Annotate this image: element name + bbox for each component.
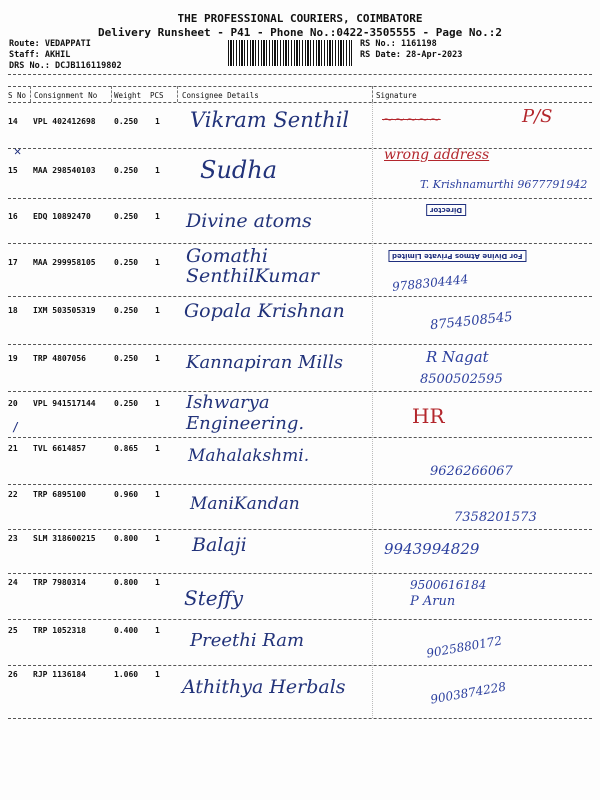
row-sno: 21	[8, 444, 18, 453]
rs-date: RS Date: 28-Apr-2023	[360, 50, 463, 60]
signature-phone: 9500616184	[410, 578, 487, 592]
row-consignment-no: EDQ 10892470	[33, 212, 91, 221]
tick-mark-icon: ✕	[14, 144, 22, 158]
consignee-name: ManiKandan	[190, 494, 300, 514]
column-separator	[177, 86, 178, 102]
row-divider	[8, 718, 592, 719]
row-divider	[8, 665, 592, 666]
consignee-name: Preethi Ram	[190, 630, 305, 651]
column-header-pcs: PCS	[150, 91, 164, 100]
row-weight: 0.400	[114, 626, 139, 635]
runsheet-title: THE PROFESSIONAL COURIERS, COIMBATORE	[177, 12, 423, 25]
divider	[8, 74, 592, 75]
signature-phone: 9788304444	[391, 272, 469, 294]
rs-number: RS No.: 1161198	[360, 39, 437, 49]
row-weight: 0.960	[114, 490, 139, 499]
row-consignment-no: VPL 402412698	[33, 117, 96, 126]
row-weight: 0.250	[114, 258, 139, 267]
row-sno: 18	[8, 306, 18, 315]
row-weight: 0.800	[114, 578, 139, 587]
row-weight: 0.250	[114, 306, 139, 315]
row-consignment-no: TVL 6614857	[33, 444, 86, 453]
column-separator	[372, 86, 373, 102]
director-stamp: Director	[426, 204, 466, 216]
row-pcs: 1	[155, 444, 160, 453]
column-separator	[111, 86, 112, 102]
signature-note: HR	[412, 404, 445, 428]
consignee-name: Gopala Krishnan	[184, 300, 345, 322]
row-weight: 0.250	[114, 212, 139, 221]
row-weight: 0.250	[114, 166, 139, 175]
row-consignment-no: MAA 298540103	[33, 166, 96, 175]
row-weight: 0.800	[114, 534, 139, 543]
consignee-name: Steffy	[184, 586, 244, 610]
signature-phone: 9943994829	[384, 540, 480, 558]
barcode	[228, 40, 352, 66]
column-separator	[30, 86, 31, 102]
consignee-name: Gomathi SenthilKumar	[186, 245, 319, 287]
signature-phone: T. Krishnamurthi 9677791942	[420, 178, 588, 191]
row-sno: 26	[8, 670, 18, 679]
row-consignment-no: TRP 4807056	[33, 354, 86, 363]
signature-scribble: ~~~~~	[382, 112, 441, 128]
route-label: Route: VEDAPPATI	[9, 39, 91, 49]
runsheet-subtitle: Delivery Runsheet - P41 - Phone No.:0422-3505555 - Page No.:2	[98, 26, 502, 39]
row-pcs: 1	[155, 166, 160, 175]
consignee-name: Mahalakshmi.	[188, 446, 310, 466]
column-separator	[372, 102, 373, 718]
row-pcs: 1	[155, 578, 160, 587]
row-sno: 17	[8, 258, 18, 267]
row-pcs: 1	[155, 117, 160, 126]
row-consignment-no: VPL 941517144	[33, 399, 96, 408]
row-consignment-no: TRP 7980314	[33, 578, 86, 587]
signature-note: wrong address	[384, 147, 490, 163]
row-sno: 23	[8, 534, 18, 543]
row-divider	[8, 437, 592, 438]
signature-phone: 9626266067	[430, 464, 513, 479]
column-header-signature: Signature	[376, 91, 417, 100]
column-header-consignment: Consignment No	[34, 91, 98, 100]
consignee-name: Athithya Herbals	[182, 676, 346, 698]
signature-name: P Arun	[410, 594, 456, 609]
row-divider	[8, 344, 592, 345]
drs-number: DRS No.: DCJB116119802	[9, 61, 122, 71]
row-pcs: 1	[155, 399, 160, 408]
row-consignment-no: IXM 503505319	[33, 306, 96, 315]
consignee-name: Balaji	[192, 534, 247, 556]
row-sno: 24	[8, 578, 18, 587]
row-weight: 0.865	[114, 444, 139, 453]
row-sno: 20	[8, 399, 18, 408]
staff-label: Staff: AKHIL	[9, 50, 71, 60]
row-pcs: 1	[155, 354, 160, 363]
row-pcs: 1	[155, 670, 160, 679]
signature-note: P/S	[522, 106, 553, 127]
row-pcs: 1	[155, 534, 160, 543]
row-sno: 22	[8, 490, 18, 499]
company-stamp: For Divine Atmos Private Limited	[388, 250, 526, 262]
signature-phone: 8500502595	[420, 372, 503, 387]
signature-phone: 9025880172	[425, 633, 503, 661]
consignee-name: Vikram Senthil	[190, 108, 350, 132]
row-divider	[8, 484, 592, 485]
row-divider	[8, 619, 592, 620]
row-sno: 14	[8, 117, 18, 126]
row-consignment-no: MAA 299958105	[33, 258, 96, 267]
row-divider	[8, 243, 592, 244]
row-sno: 19	[8, 354, 18, 363]
column-header-consignee: Consignee Details	[182, 91, 259, 100]
row-pcs: 1	[155, 306, 160, 315]
row-divider	[8, 529, 592, 530]
tick-mark-icon: /	[12, 420, 20, 434]
row-sno: 25	[8, 626, 18, 635]
row-pcs: 1	[155, 490, 160, 499]
row-divider	[8, 573, 592, 574]
row-weight: 0.250	[114, 354, 139, 363]
signature-name: R Nagat	[426, 348, 489, 366]
row-weight: 0.250	[114, 117, 139, 126]
row-consignment-no: SLM 318600215	[33, 534, 96, 543]
row-weight: 0.250	[114, 399, 139, 408]
row-divider	[8, 148, 592, 149]
column-header-sno: S No	[8, 91, 27, 100]
signature-phone: 8754508545	[429, 309, 514, 334]
row-consignment-no: TRP 1052318	[33, 626, 86, 635]
divider	[8, 102, 592, 103]
row-sno: 16	[8, 212, 18, 221]
consignee-name: Divine atoms	[186, 210, 312, 232]
row-pcs: 1	[155, 212, 160, 221]
row-pcs: 1	[155, 626, 160, 635]
divider	[8, 86, 592, 87]
consignee-name: Sudha	[200, 156, 278, 184]
row-weight: 1.060	[114, 670, 139, 679]
row-pcs: 1	[155, 258, 160, 267]
row-consignment-no: RJP 1136184	[33, 670, 86, 679]
row-divider	[8, 296, 592, 297]
row-sno: 15	[8, 166, 18, 175]
consignee-name: Ishwarya Engineering.	[186, 392, 305, 434]
row-divider	[8, 198, 592, 199]
row-consignment-no: TRP 6895100	[33, 490, 86, 499]
column-header-weight: Weight	[114, 91, 142, 100]
signature-phone: 9003874228	[429, 679, 507, 707]
consignee-name: Kannapiran Mills	[186, 352, 343, 373]
signature-phone: 7358201573	[454, 510, 537, 525]
